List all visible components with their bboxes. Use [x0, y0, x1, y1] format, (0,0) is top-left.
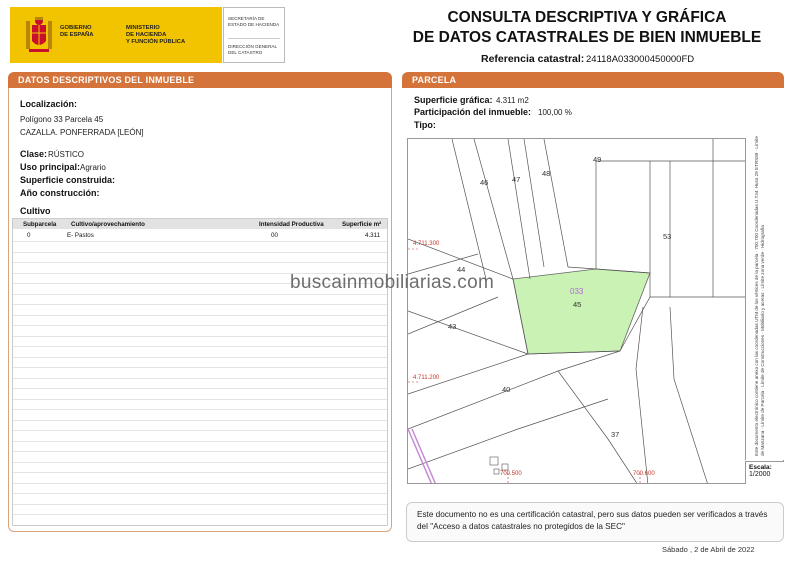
disclaimer-note: Este documento no es una certificación catastral, pero sus datos pueden ser verificados a través del "Acceso a datos catastrales no protegidos de la SEC" — [406, 502, 784, 542]
watermark-text: buscainmobiliarias.com — [290, 272, 495, 293]
table-ruled-line — [13, 430, 387, 431]
gov-line-2: DE ESPAÑA — [60, 32, 94, 38]
title-line-2: DE DATOS CATASTRALES DE BIEN INMUEBLE — [412, 29, 762, 46]
table-row — [13, 230, 387, 240]
crop-table — [12, 218, 388, 526]
parcel-section-title: PARCELA — [402, 72, 784, 88]
document-title — [400, 8, 774, 48]
col-intensity: Intensidad Productiva — [259, 221, 324, 228]
document-header — [0, 0, 800, 70]
parcel-number: 48 — [542, 169, 551, 178]
coord-y-label: 4.711.200 — [413, 375, 440, 381]
table-ruled-line — [13, 504, 387, 505]
descriptive-data-section-title: DATOS DESCRIPTIVOS DEL INMUEBLE — [8, 72, 392, 88]
secretariat-divider — [228, 38, 280, 39]
main-use-value: Agrario — [80, 163, 106, 172]
parcel-number: 40 — [502, 385, 511, 394]
crop-table-header — [13, 219, 387, 229]
coord-x-label: 700.500 — [500, 471, 522, 477]
table-ruled-line — [13, 399, 387, 400]
table-ruled-line — [13, 462, 387, 463]
table-ruled-line — [13, 367, 387, 368]
col-area: Superficie m² — [342, 221, 382, 228]
map-legend — [745, 138, 784, 460]
cell-area: 4.311 — [365, 232, 381, 239]
table-ruled-line — [13, 451, 387, 452]
table-ruled-line — [13, 514, 387, 515]
table-ruled-line — [13, 315, 387, 316]
directorate-name: DIRECCIÓN GENERAL DEL CATASTRO — [228, 44, 277, 55]
class-label: Clase: — [20, 149, 48, 159]
table-ruled-line — [13, 357, 387, 358]
coord-y-label: 4.711.300 — [413, 241, 440, 247]
table-ruled-line — [13, 378, 387, 379]
table-ruled-line — [13, 346, 387, 347]
location-line-1: Polígono 33 Parcela 45 — [20, 115, 104, 124]
graphic-area-label: Superficie gráfica: — [414, 95, 493, 105]
participation-value: 100,00 % — [538, 108, 572, 117]
scale-label: Escala: — [749, 464, 772, 471]
cadastral-reference-label: Referencia catastral: — [481, 53, 585, 65]
table-ruled-line — [13, 409, 387, 410]
government-logo-block — [10, 7, 222, 63]
ministry-line-1: MINISTERIO — [126, 25, 160, 31]
construction-year-label: Año construcción: — [20, 188, 100, 198]
scale-value: 1/2000 — [749, 471, 771, 478]
legend-text: Este documento electrónico contiene anexo con las coordenadas UTM de los vértices de la parcela · 700.700 Coordenadas U.T.M. Huso 29 ETRS89 · Límite de Manzana · Límite de Parcela · Límite de Construcciones · Mobiliario y aceras · Límite zona verde · Hidrografía — [754, 136, 765, 456]
ministry-line-2: DE HACIENDA — [126, 32, 167, 38]
location-label: Localización: — [20, 99, 78, 109]
parcel-number: 49 — [593, 155, 602, 164]
coat-of-arms-icon — [24, 15, 54, 55]
secretariat-name: SECRETARÍA DE ESTADO DE HACIENDA — [228, 16, 280, 27]
scale-box — [745, 461, 784, 484]
title-line-1: CONSULTA DESCRIPTIVA Y GRÁFICA — [447, 9, 727, 26]
cell-crop: E- Pastos — [67, 232, 94, 239]
table-ruled-line — [13, 388, 387, 389]
parcel-map-svg — [408, 139, 784, 484]
participation-label: Participación del inmueble: — [414, 107, 532, 117]
table-ruled-line — [13, 262, 387, 263]
graphic-area-value: 4.311 m2 — [496, 96, 529, 105]
parcel-number: 43 — [448, 322, 457, 331]
table-ruled-line — [13, 325, 387, 326]
table-ruled-line — [13, 472, 387, 473]
table-ruled-line — [13, 241, 387, 242]
cell-subparcel: 0 — [27, 232, 31, 239]
ministry-line-3: Y FUNCIÓN PÚBLICA — [126, 39, 186, 45]
col-subparcel: Subparcela — [23, 221, 57, 228]
parcel-number: 53 — [663, 232, 672, 241]
government-name — [60, 25, 93, 39]
col-crop: Cultivo/aprovechamiento — [71, 221, 145, 228]
built-area-label: Superficie construida: — [20, 175, 116, 185]
cadastral-map — [407, 138, 784, 484]
parcel-code: 033 — [570, 287, 584, 296]
document-date: Sábado , 2 de Abril de 2022 — [662, 545, 755, 554]
table-ruled-line — [13, 252, 387, 253]
coord-x-label: 700.600 — [633, 471, 655, 477]
cadastral-reference-value: 24118A033000450000FD — [586, 54, 695, 65]
parcel-number: 45 — [573, 300, 582, 309]
table-ruled-line — [13, 441, 387, 442]
table-ruled-line — [13, 336, 387, 337]
parcel-number: 37 — [611, 430, 620, 439]
type-label: Tipo: — [414, 120, 436, 130]
location-line-2: CAZALLA. PONFERRADA [LEÓN] — [20, 128, 144, 137]
table-ruled-line — [13, 483, 387, 484]
crop-label: Cultivo — [20, 206, 51, 216]
secretariat-block — [223, 7, 285, 63]
parcel-number: 44 — [457, 265, 466, 274]
cell-intensity: 00 — [271, 232, 278, 239]
table-ruled-line — [13, 420, 387, 421]
table-ruled-line — [13, 304, 387, 305]
class-value: RÚSTICO — [48, 150, 84, 159]
parcel-number: 46 — [480, 178, 489, 187]
ministry-name — [126, 25, 221, 46]
table-ruled-line — [13, 493, 387, 494]
parcel-number: 47 — [512, 175, 521, 184]
gov-line-1: GOBIERNO — [60, 25, 92, 31]
main-use-label: Uso principal: — [20, 162, 81, 172]
